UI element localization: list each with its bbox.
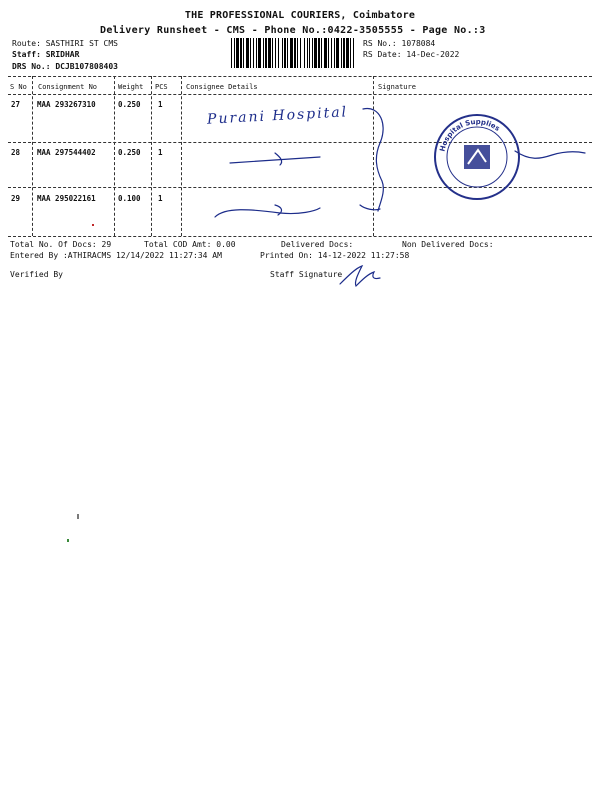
staff-text: Staff: SRIDHAR xyxy=(12,50,80,59)
column-header-consignee: Consignee Details xyxy=(186,83,258,91)
col-divider xyxy=(151,76,152,236)
col-divider xyxy=(114,76,115,236)
staff-signature xyxy=(336,262,386,290)
column-header-sno: S No xyxy=(10,83,27,91)
rs-date: RS Date: 14-Dec-2022 xyxy=(363,50,460,59)
rs-number: RS No.: 1078084 xyxy=(363,39,436,48)
printed-on: Printed On: 14-12-2022 11:27:58 xyxy=(260,251,410,260)
column-header-pcs: PCS xyxy=(155,83,168,91)
handwritten-signatures xyxy=(180,95,600,235)
handwritten-consignee: Purani Hospital xyxy=(206,104,349,128)
scan-speck xyxy=(92,224,94,226)
column-header-weight: Weight xyxy=(118,83,144,91)
row-pcs: 1 xyxy=(158,148,163,157)
row-pcs: 1 xyxy=(158,194,163,203)
route-text: Route: SASTHIRI ST CMS xyxy=(12,39,118,48)
non-delivered-docs: Non Delivered Docs: xyxy=(402,240,494,249)
row-weight: 0.100 xyxy=(118,194,141,203)
col-divider xyxy=(32,76,33,236)
column-header-consignment: Consignment No xyxy=(38,83,98,91)
staff-signature-label: Staff Signature xyxy=(270,270,343,279)
verified-by: Verified By xyxy=(10,270,63,279)
row-sno: 28 xyxy=(11,148,21,157)
barcode-image xyxy=(231,38,355,68)
company-title: THE PROFESSIONAL COURIERS, Coimbatore xyxy=(184,10,416,21)
company-stamp xyxy=(432,112,522,202)
table-top-rule xyxy=(8,76,592,77)
scan-speck xyxy=(67,539,69,542)
entered-by: Entered By :ATHIRACMS 12/14/2022 11:27:34 AM xyxy=(10,251,222,260)
row-sno: 29 xyxy=(11,194,21,203)
scan-speck xyxy=(77,514,79,519)
row-weight: 0.250 xyxy=(118,148,141,157)
row-consignment: MAA 295022161 xyxy=(37,194,96,203)
row-pcs: 1 xyxy=(158,100,163,109)
row-consignment: MAA 293267310 xyxy=(37,100,96,109)
drs-number: DRS No.: DCJB107808403 xyxy=(12,62,118,71)
column-header-signature: Signature xyxy=(378,83,416,91)
total-cod: Total COD Amt: 0.00 xyxy=(144,240,236,249)
row-weight: 0.250 xyxy=(118,100,141,109)
row-consignment: MAA 297544402 xyxy=(37,148,96,157)
delivered-docs: Delivered Docs: xyxy=(281,240,354,249)
table-bottom-rule xyxy=(8,236,592,237)
runsheet-title: Delivery Runsheet - CMS - Phone No.:0422-3505555 - Page No.:3 xyxy=(100,25,486,36)
row-sno: 27 xyxy=(11,100,21,109)
total-docs: Total No. Of Docs: 29 xyxy=(10,240,112,249)
stamp-text: Hospital Supplies xyxy=(438,117,502,153)
